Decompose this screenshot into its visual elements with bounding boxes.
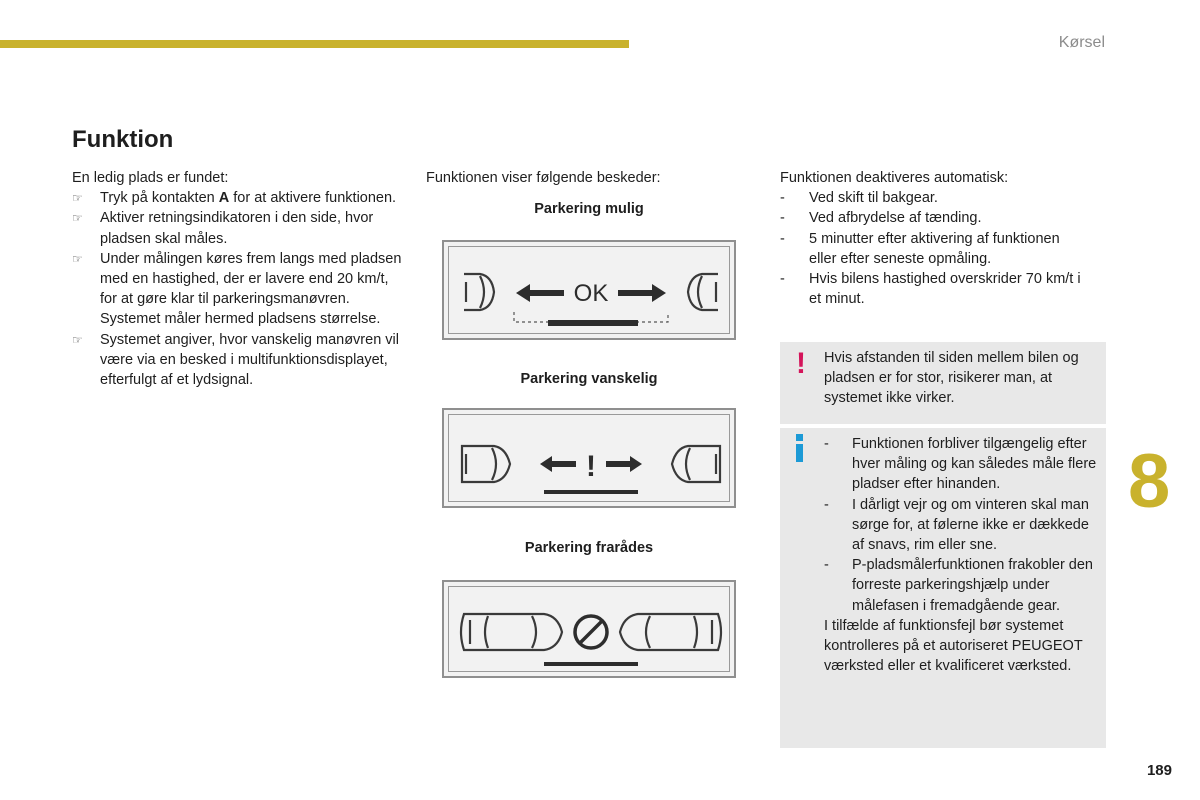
right-car-icon [672, 446, 720, 482]
status-symbol: OK [573, 280, 609, 307]
parking-difficult-illustration [444, 410, 738, 510]
dash-marker: - [780, 190, 785, 207]
list-item [72, 188, 402, 208]
list-item [780, 208, 1090, 228]
dash-marker: - [824, 436, 829, 452]
list-item [780, 229, 1090, 269]
warning-exclamation-icon: ! [796, 347, 806, 380]
messages-column [426, 168, 756, 188]
right-car-icon [688, 274, 718, 310]
parking-space-bar [544, 490, 638, 494]
hand-pointer-icon: ☞ [72, 332, 83, 347]
messages-intro: Funktionen viser følgende beskeder: [426, 170, 661, 186]
item-subtext: Systemet måler hermed pladsens størrelse. [100, 311, 381, 328]
deactivation-intro: Funktionen deaktiveres automatisk: [780, 170, 1009, 186]
left-car-icon [464, 274, 494, 310]
hand-pointer-icon: ☞ [72, 251, 83, 266]
left-arrow-icon [516, 284, 564, 302]
warning-text: Hvis afstanden til siden mellem bilen og pladsen er for stor, risikerer man, at systemet ikke virker. [824, 350, 1079, 407]
right-arrow-icon [618, 284, 666, 302]
deactivation-list [780, 188, 1090, 309]
item-text-pre: Tryk på kontakten [100, 190, 219, 207]
info-footer: I tilfælde af funktionsfejl bør systemet kontrolleres på et autoriseret PEUGEOT værksted eller et kvalificeret værksted. [824, 617, 1083, 675]
instruction-list [72, 188, 402, 390]
header-accent-bar [0, 40, 629, 48]
display-parking-not-advised [442, 580, 736, 678]
item-text: Ved skift til bakgear. [809, 190, 938, 207]
list-item [824, 495, 1104, 556]
item-text: P-pladsmålerfunktionen frakobler den forreste parkeringshjælp under målefasen i fremadgående gear. [852, 557, 1093, 614]
item-text: Funktionen forbliver tilgængelig efter hver måling og kan således måle flere pladser efter hinanden. [852, 436, 1097, 493]
info-list [824, 434, 1104, 616]
dash-marker: - [824, 496, 829, 513]
display-parking-difficult [442, 408, 736, 508]
dash-marker: - [780, 271, 785, 288]
parking-space-bar [548, 320, 638, 326]
list-item [780, 188, 1090, 208]
list-item [72, 330, 402, 391]
instructions-intro: En ledig plads er fundet: [72, 170, 229, 186]
left-car-icon [461, 614, 562, 650]
list-item [72, 208, 402, 248]
left-arrow-icon [540, 456, 576, 472]
list-item [824, 555, 1104, 616]
item-text: Systemet angiver, hvor vanskelig manøvren vil være via en besked i multifunktionsdisplayet, efterfulgt af et lydsignal. [100, 331, 399, 389]
right-car-icon [620, 614, 721, 650]
hand-pointer-icon: ☞ [72, 191, 83, 206]
item-text: Under målingen køres frem langs med pladsen med en hastighed, der er lavere end 20 km/t, for at gøre klar til parkeringsmanøvren. [100, 250, 402, 308]
display-caption-not-advised: Parkering frarådes [524, 540, 654, 556]
page-title: Funktion [72, 126, 174, 153]
display-caption-difficult: Parkering vanskelig [520, 371, 658, 387]
display-caption-possible: Parkering mulig [534, 201, 644, 217]
item-text: I dårligt vejr og om vinteren skal man sørge for, at følerne ikke er dækkede af snavs, rim eller sne. [852, 496, 1089, 554]
section-label: Kørsel [1058, 34, 1105, 51]
list-item [72, 249, 402, 330]
info-content [824, 434, 1104, 676]
info-icon [794, 434, 804, 462]
item-text: Ved afbrydelse af tænding. [809, 210, 982, 227]
parking-possible-illustration [444, 242, 738, 342]
item-text: Hvis bilens hastighed overskrider 70 km/t i et minut. [809, 271, 1081, 308]
list-item [824, 434, 1104, 495]
left-car-icon [462, 446, 510, 482]
dash-marker: - [780, 230, 785, 247]
warning-box [780, 342, 1106, 424]
instructions-column [72, 168, 402, 390]
list-item [780, 269, 1090, 309]
info-box [780, 428, 1106, 748]
hand-pointer-icon: ☞ [72, 211, 83, 226]
parking-space-bar [544, 662, 638, 666]
chapter-number: 8 [1128, 439, 1171, 524]
item-text: Aktiver retningsindikatoren i den side, hvor pladsen skal måles. [100, 210, 374, 247]
status-symbol: ! [586, 450, 596, 483]
right-arrow-icon [606, 456, 642, 472]
dash-marker: - [780, 210, 785, 227]
parking-not-advised-illustration [444, 582, 738, 680]
display-parking-possible [442, 240, 736, 340]
item-text: 5 minutter efter aktivering af funktionen eller efter seneste opmåling. [809, 230, 1060, 267]
switch-label: A [218, 190, 230, 207]
no-entry-icon [575, 616, 607, 648]
item-text-post: for at aktivere funktionen. [229, 190, 397, 207]
dash-marker: - [824, 557, 829, 574]
page-number: 189 [1146, 762, 1172, 779]
deactivation-column [780, 168, 1090, 309]
